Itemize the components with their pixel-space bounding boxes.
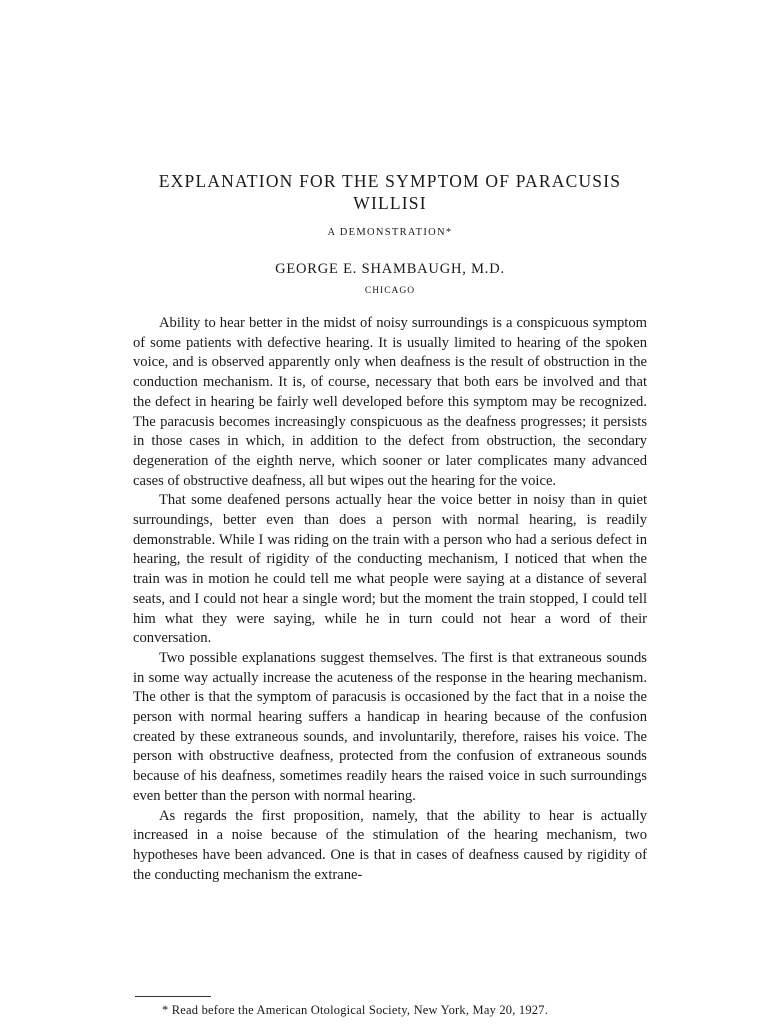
author-city: CHICAGO xyxy=(364,286,416,296)
article-title xyxy=(120,170,660,214)
footnote-divider xyxy=(135,996,211,997)
paragraph-4: As regards the first proposition, namely, that the ability to hear is actually increased in a noise because of the stimulation of the hearing mechanism, two hypotheses have been advanced. One is that in cases of deafness caused by rigidity of the conducting mechanism the extrane- xyxy=(133,807,647,883)
title-line-2: WILLISI xyxy=(353,193,427,213)
paragraph-2: That some deafened persons actually hear the voice better in noisy than in quiet surroundings, better even than does a person with normal hearing, is readily demonstrable. While I was riding on the train with a person who had a serious defect in hearing, the result of rigidity of the conducting mechanism, I noticed that when the train was in motion he could tell me what people were saying at a distance of several seats, and I could not hear a single word; but the moment the train stopped, I could tell him what they were saying, while he in turn could not hear a word of their conversation. xyxy=(133,492,647,647)
footnote: * Read before the American Otological Society, New York, May 20, 1927. xyxy=(162,1003,549,1017)
title-line-1: EXPLANATION FOR THE SYMPTOM OF PARACUSIS xyxy=(158,171,622,191)
author-name: GEORGE E. SHAMBAUGH, M.D. xyxy=(275,261,505,277)
article-subtitle: A DEMONSTRATION* xyxy=(327,227,453,238)
paragraph-3: Two possible explanations suggest themselves. The first is that extraneous sounds in some way actually increase the acuteness of the response in the hearing mechanism. The other is that the symptom of paracusis is occasioned by the fact that in a noise the person with normal hearing suffers a handicap in hearing because of the confusion created by these extraneous sounds, and involuntarily, therefore, raises his voice. The person with obstructive deafness, protected from the confusion of extraneous sounds because of his deafness, sometimes readily hears the raised voice in such surroundings even better than the person with normal hearing. xyxy=(133,649,647,804)
paragraph-1: Ability to hear better in the midst of noisy surroundings is a conspicuous symptom of some patients with defective hearing. It is usually limited to hearing of the spoken voice, and is observed apparently only when deafness is the result of obstruction in the conduction mechanism. It is, of course, necessary that both ears be involved and that the defect in hearing be fairly well developed before this symptom may be recognized. The paracusis becomes increasingly conspicuous as the deafness progresses; it persists in those cases in which, in addition to the defect from obstruction, the secondary degeneration of the eighth nerve, which sooner or later complicates many advanced cases of obstructive deafness, all but wipes out the hearing for the voice. xyxy=(133,315,647,489)
article-body xyxy=(133,314,647,885)
